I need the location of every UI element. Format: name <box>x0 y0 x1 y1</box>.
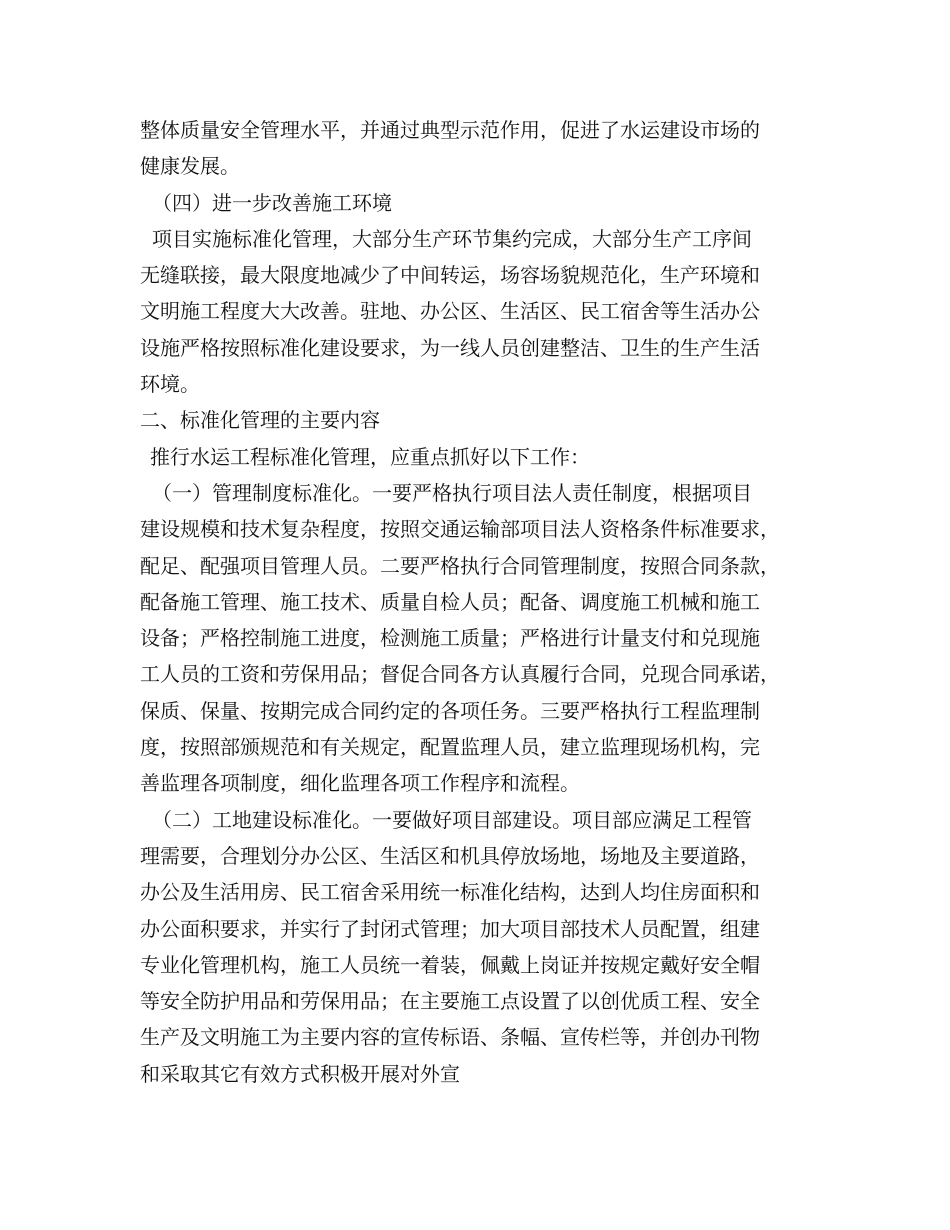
text-line: 项目实施标准化管理，大部分生产环节集约完成，大部分生产工序间 <box>152 226 752 251</box>
text-line: （一）管理制度标准化。一要严格执行项目法人责任制度，根据项目 <box>152 480 752 505</box>
text-line: 保质、保量、按期完成合同约定的各项任务。三要严格执行工程监理制 <box>140 698 760 723</box>
text-line: 善监理各项制度，细化监理各项工作程序和流程。 <box>140 771 580 796</box>
text-line: （二）工地建设标准化。一要做好项目部建设。项目部应满足工程管 <box>152 807 752 832</box>
chapter-heading: 二、标准化管理的主要内容 <box>140 408 380 433</box>
text-line: 等安全防护用品和劳保用品；在主要施工点设置了以创优质工程、安全 <box>140 989 760 1014</box>
text-line: 配足、配强项目管理人员。二要严格执行合同管理制度，按照合同条款， <box>140 553 780 578</box>
text-line: 设备；严格控制施工进度，检测施工质量；严格进行计量支付和兑现施 <box>140 626 760 651</box>
section-heading: （四）进一步改善施工环境 <box>152 190 392 215</box>
text-line: 和采取其它有效方式积极开展对外宣 <box>140 1061 460 1086</box>
text-line: 推行水运工程标准化管理，应重点抓好以下工作： <box>150 444 590 469</box>
text-line: 环境。 <box>140 372 200 397</box>
text-line: 生产及文明施工为主要内容的宣传标语、条幅、宣传栏等，并创办刊物 <box>140 1025 760 1050</box>
text-line: 理需要，合理划分办公区、生活区和机具停放场地，场地及主要道路， <box>140 843 760 868</box>
text-line: 整体质量安全管理水平，并通过典型示范作用，促进了水运建设市场的 <box>140 118 760 142</box>
text-line: 工人员的工资和劳保用品；督促合同各方认真履行合同，兑现合同承诺， <box>140 662 780 687</box>
text-line: 办公及生活用房、民工宿舍采用统一标准化结构，达到人均住房面积和 <box>140 880 760 905</box>
text-line: 办公面积要求，并实行了封闭式管理；加大项目部技术人员配置，组建 <box>140 916 760 941</box>
text-line: 设施严格按照标准化建设要求，为一线人员创建整洁、卫生的生产生活 <box>140 335 760 360</box>
text-line: 专业化管理机构，施工人员统一着装，佩戴上岗证并按规定戴好安全帽 <box>140 952 760 977</box>
text-line: 度，按照部颁规范和有关规定，配置监理人员，建立监理现场机构，完 <box>140 735 760 760</box>
text-line: 健康发展。 <box>140 154 240 179</box>
text-line: 建设规模和技术复杂程度，按照交通运输部项目法人资格条件标准要求， <box>140 517 780 542</box>
document-body <box>140 112 820 1092</box>
text-line: 配备施工管理、施工技术、质量自检人员；配备、调度施工机械和施工 <box>140 589 760 614</box>
text-line: 文明施工程度大大改善。驻地、办公区、生活区、民工宿舍等生活办公 <box>140 299 760 324</box>
text-line: 无缝联接，最大限度地减少了中间转运，场容场貌规范化，生产环境和 <box>140 263 760 288</box>
